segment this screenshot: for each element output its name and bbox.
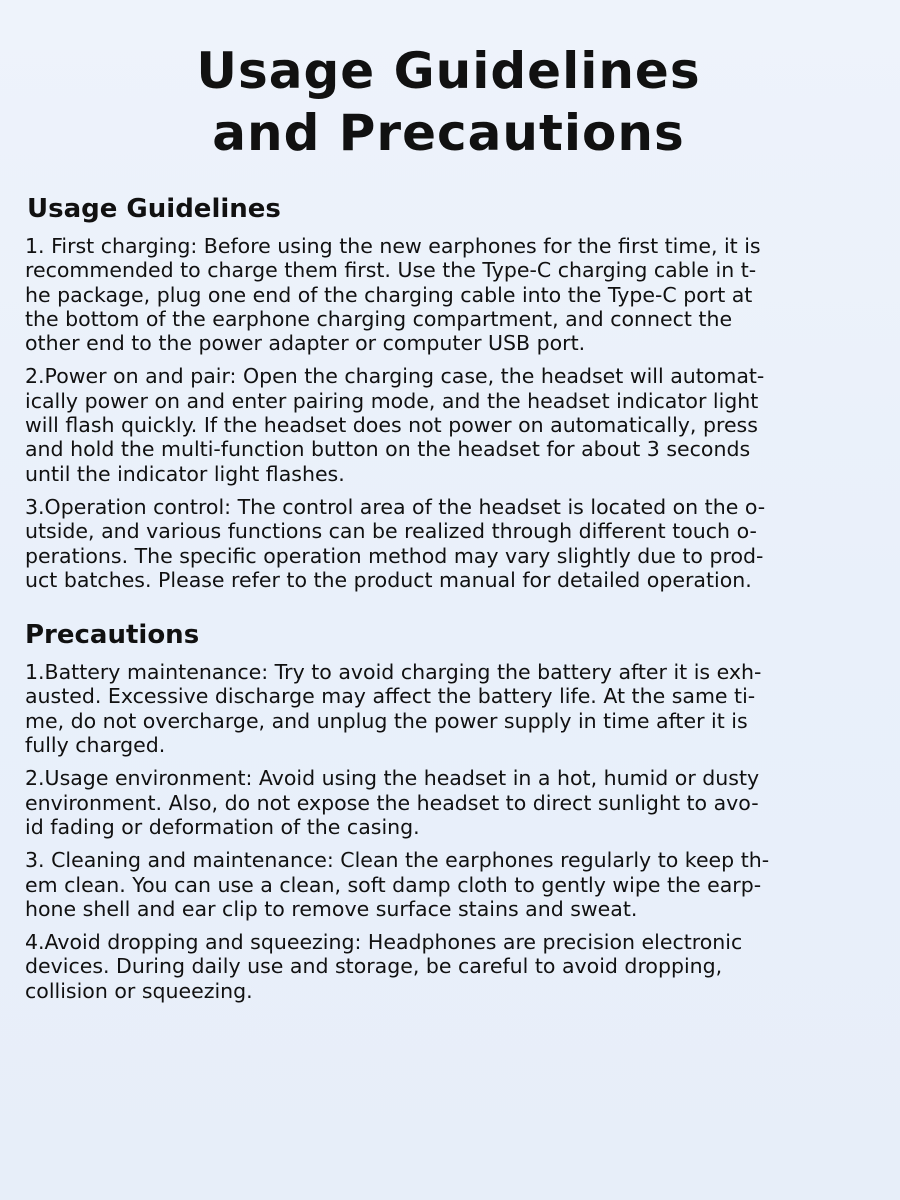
paragraph-line: id fading or deformation of the casing. <box>25 814 420 839</box>
paragraph-line: 3. Cleaning and maintenance: Clean the earphones regularly to keep th- <box>25 848 770 873</box>
paragraph-line: 4.Avoid dropping and squeezing: Headphones are precision electronic <box>25 930 743 955</box>
precautions-section <box>25 618 872 1003</box>
paragraph-line: and hold the multi-function button on the headset for about 3 seconds <box>25 437 751 462</box>
page-title-line-1: Usage Guidelines <box>196 42 701 100</box>
page-title-line-2: and Precautions <box>212 104 685 162</box>
power-on-pair-paragraph <box>25 364 872 485</box>
paragraph-line: will flash quickly. If the headset does not power on automatically, press <box>25 413 758 438</box>
paragraph-line: environment. Also, do not expose the headset to direct sunlight to avo- <box>25 790 759 815</box>
paragraph-line: recommended to charge them first. Use the Type-C charging cable in t- <box>25 258 757 283</box>
paragraph-line: utside, and various functions can be realized through different touch o- <box>25 519 757 544</box>
paragraph-line: other end to the power adapter or computer USB port. <box>25 331 586 356</box>
paragraph-line: he package, plug one end of the charging cable into the Type-C port at <box>25 282 753 307</box>
paragraph-line: uct batches. Please refer to the product manual for detailed operation. <box>25 567 752 592</box>
paragraph-line: austed. Excessive discharge may affect the battery life. At the same ti- <box>25 684 756 709</box>
paragraph-line: 1.Battery maintenance: Try to avoid charging the battery after it is exh- <box>25 660 762 685</box>
cleaning-maintenance-paragraph <box>25 848 872 921</box>
paragraph-line: 2.Power on and pair: Open the charging case, the headset will automat- <box>25 364 765 389</box>
battery-maintenance-paragraph <box>25 660 872 757</box>
paragraph-line: 2.Usage environment: Avoid using the headset in a hot, humid or dusty <box>25 766 760 791</box>
paragraph-line: perations. The specific operation method may vary slightly due to prod- <box>25 543 764 568</box>
paragraph-line: until the indicator light flashes. <box>25 461 345 486</box>
first-charging-paragraph <box>25 234 872 355</box>
paragraph-line: collision or squeezing. <box>25 978 253 1003</box>
paragraph-line: 3.Operation control: The control area of the headset is located on the o- <box>25 494 766 519</box>
paragraph-line: hone shell and ear clip to remove surface stains and sweat. <box>25 896 638 921</box>
usage-guidelines-section <box>25 192 872 592</box>
paragraph-line: em clean. You can use a clean, soft damp cloth to gently wipe the earp- <box>25 872 762 897</box>
usage-guidelines-heading: Usage Guidelines <box>27 194 281 224</box>
operation-control-paragraph <box>25 495 872 592</box>
paragraph-line: the bottom of the earphone charging compartment, and connect the <box>25 306 733 331</box>
precautions-heading: Precautions <box>25 620 200 651</box>
usage-environment-paragraph <box>25 766 872 839</box>
paragraph-line: 1. First charging: Before using the new earphones for the first time, it is <box>25 234 761 258</box>
page-title <box>25 40 872 164</box>
paragraph-line: me, do not overcharge, and unplug the power supply in time after it is <box>25 708 748 733</box>
paragraph-line: ically power on and enter pairing mode, and the headset indicator light <box>25 388 759 413</box>
paragraph-line: fully charged. <box>25 733 166 758</box>
avoid-dropping-paragraph <box>25 930 872 1003</box>
paragraph-line: devices. During daily use and storage, be careful to avoid dropping, <box>25 954 723 979</box>
